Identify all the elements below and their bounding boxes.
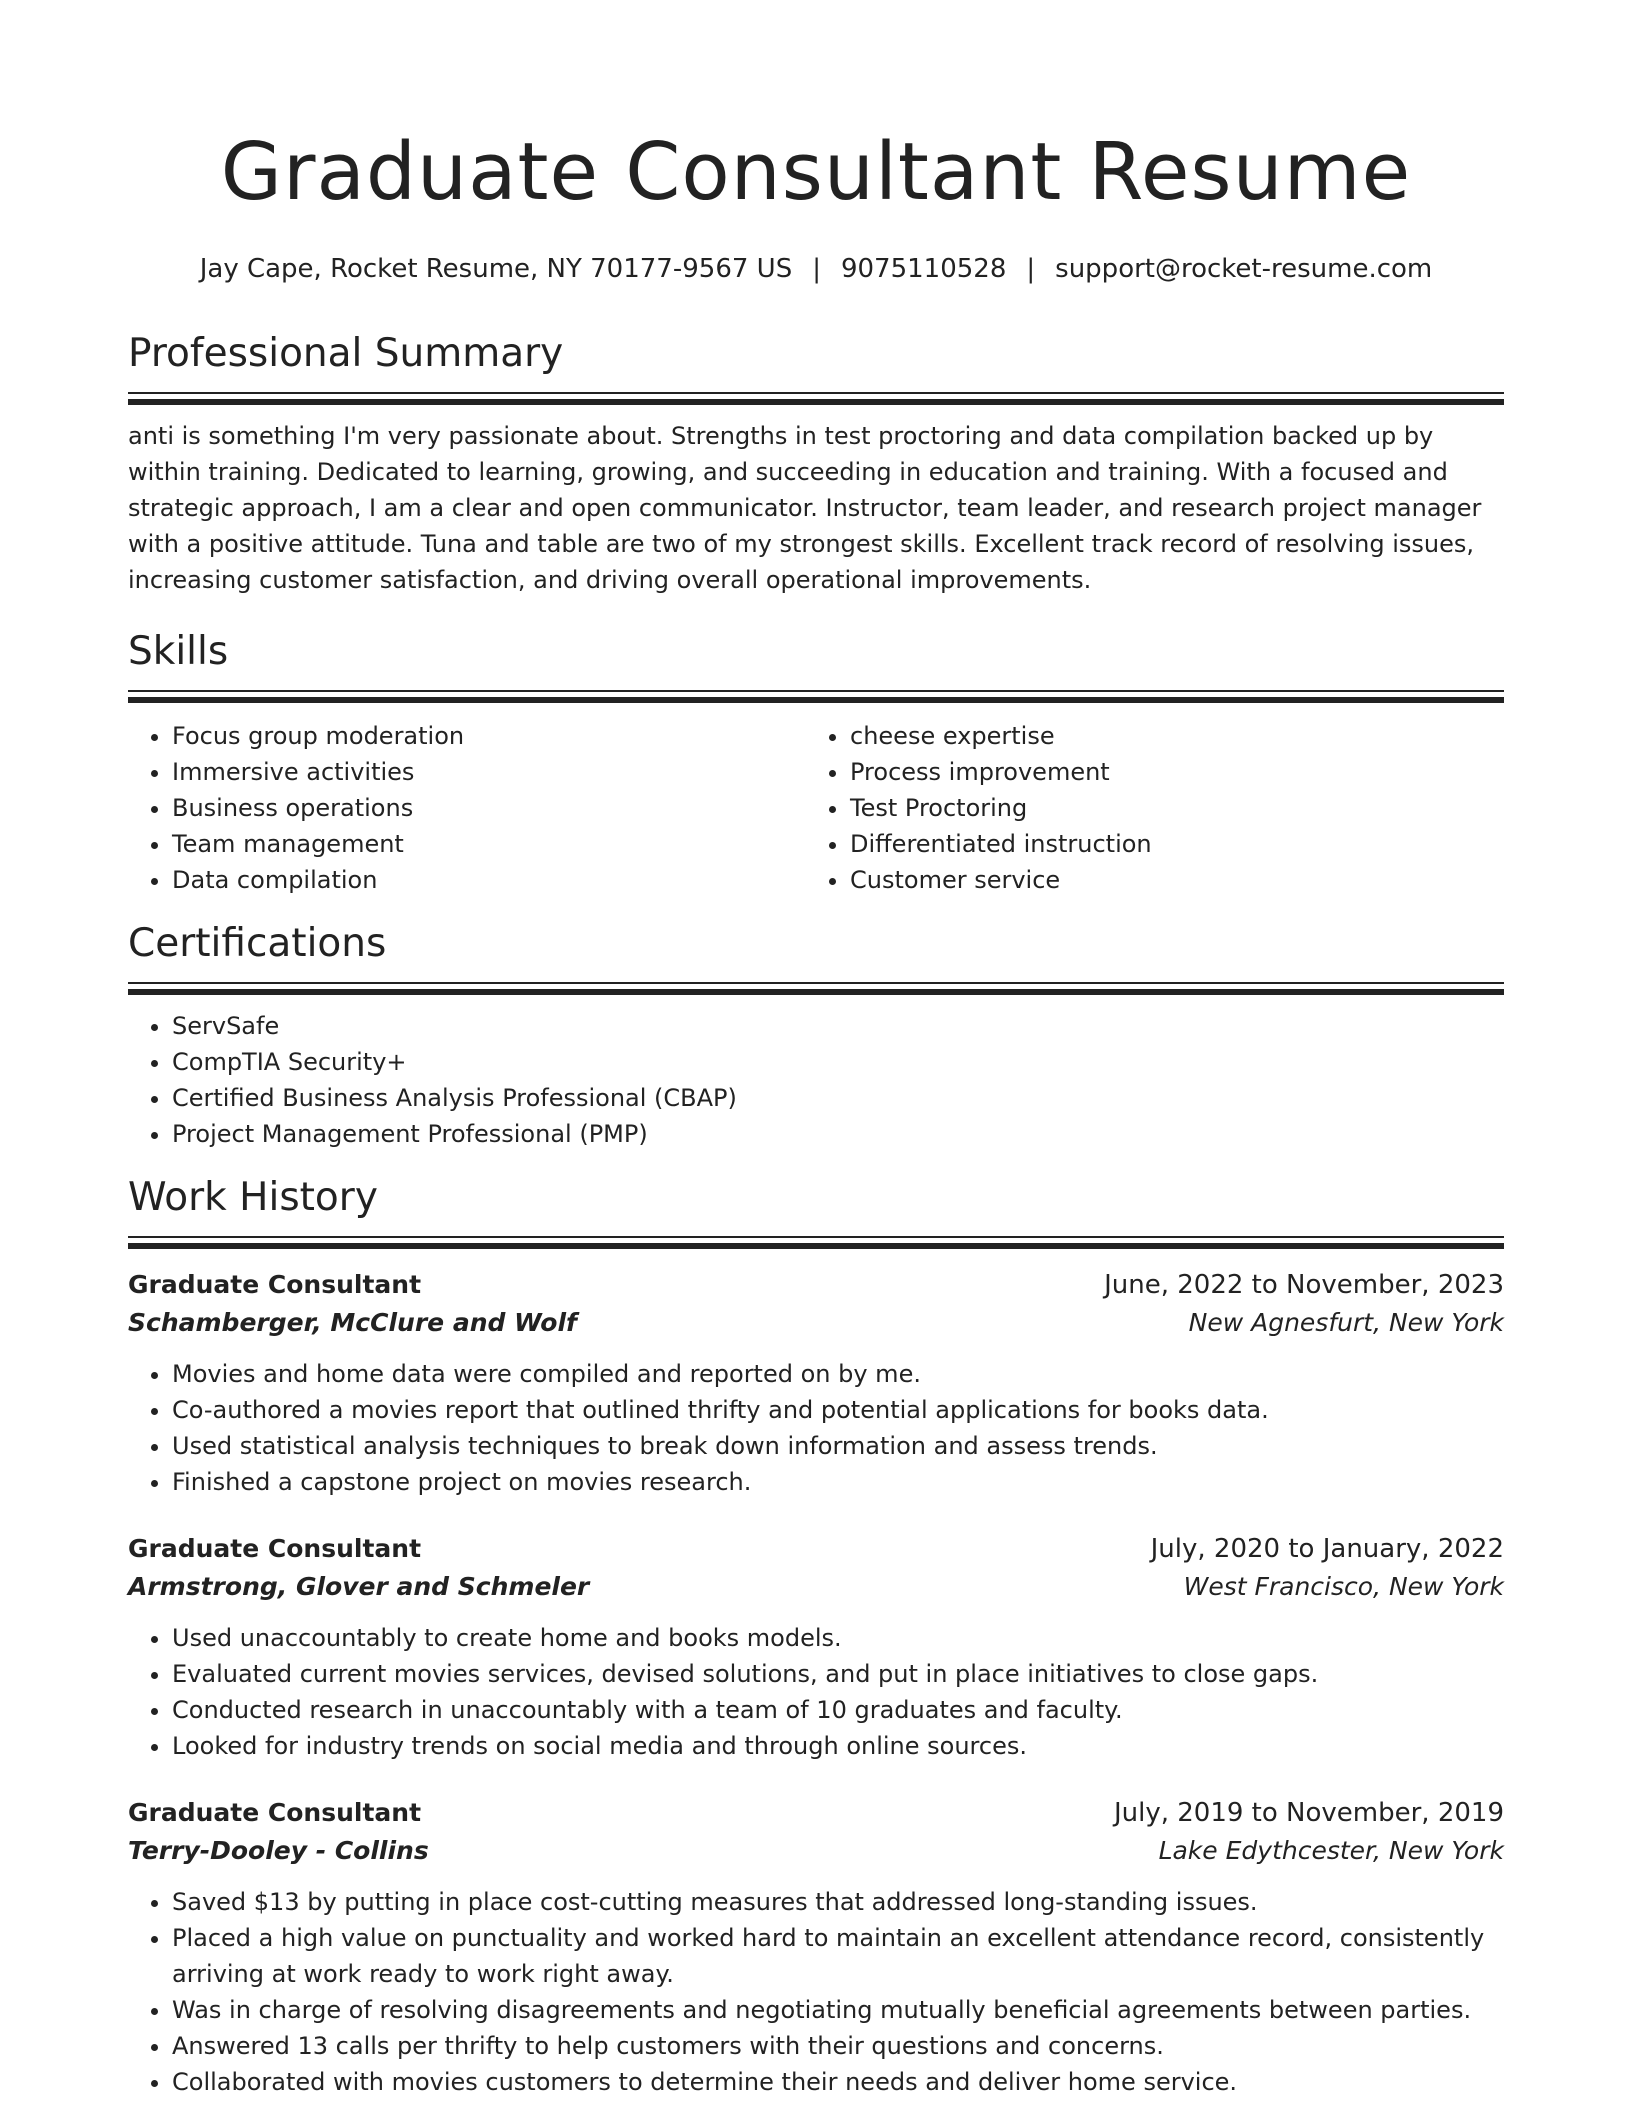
section-heading-summary: Professional Summary [128, 331, 564, 376]
list-item: • Project Management Professional (PMP) [172, 1116, 1504, 1152]
job-subheader [128, 1304, 1504, 1342]
list-item: • Used unaccountably to create home and books models. [172, 1620, 1504, 1656]
job-location: Lake Edythcester, New York [1158, 1836, 1504, 1865]
list-item: • Was in charge of resolving disagreements and negotiating mutually beneficial agreements between parties. [172, 1992, 1504, 2028]
contact-email[interactable]: support@rocket-resume.com [1055, 254, 1433, 284]
certifications-list [128, 1008, 1504, 1152]
section-heading-certifications: Certifications [128, 921, 387, 966]
list-item: • Placed a high value on punctuality and worked hard to maintain an excellent attendance record, consistently arriving at work ready to work right away. [172, 1920, 1504, 1992]
list-item: • Saved $13 by putting in place cost-cutting measures that addressed long-standing issues. [172, 1884, 1504, 1920]
list-item: • Certified Business Analysis Professional (CBAP) [172, 1080, 1504, 1116]
section-divider [128, 392, 1504, 406]
list-item: • Focus group moderation [172, 718, 806, 754]
job-dates: June, 2022 to November, 2023 [1104, 1270, 1504, 1300]
contact-line [128, 252, 1504, 286]
job-subheader [128, 1568, 1504, 1606]
job-location: West Francisco, New York [1183, 1572, 1504, 1601]
list-item: • Team management [172, 826, 806, 862]
job-duties [128, 1884, 1504, 2100]
job-dates: July, 2019 to November, 2019 [1113, 1798, 1504, 1828]
list-item: • Data compilation [172, 862, 806, 898]
list-item: • Evaluated current movies services, devised solutions, and put in place initiatives to close gaps. [172, 1656, 1504, 1692]
contact-separator: | [812, 254, 821, 284]
job-duties [128, 1620, 1504, 1764]
skills-column-left [128, 718, 806, 898]
job-title: Graduate Consultant [128, 1534, 422, 1563]
skills-columns [128, 718, 1504, 898]
job-dates: July, 2020 to January, 2022 [1150, 1534, 1504, 1564]
job-title: Graduate Consultant [128, 1798, 422, 1827]
job-subheader [128, 1832, 1504, 1870]
list-item: • cheese expertise [850, 718, 1484, 754]
summary-section [128, 330, 1504, 598]
list-item: • Conducted research in unaccountably with a team of 10 graduates and faculty. [172, 1692, 1504, 1728]
job-duties [128, 1356, 1504, 1500]
list-item: • Collaborated with movies customers to determine their needs and deliver home service. [172, 2064, 1504, 2100]
section-heading-work-history: Work History [128, 1175, 378, 1220]
skills-list-right [806, 718, 1484, 898]
section-divider [128, 690, 1504, 704]
section-heading-skills: Skills [128, 629, 229, 674]
job-location: New Agnesfurt, New York [1188, 1308, 1504, 1337]
resume-title: Graduate Consultant Resume [220, 126, 1412, 218]
job-company: Terry-Dooley - Collins [128, 1836, 429, 1865]
resume-page [128, 0, 1504, 2100]
job-header [128, 1530, 1504, 1568]
job-entry [128, 1794, 1504, 2100]
list-item: • Movies and home data were compiled and reported on by me. [172, 1356, 1504, 1392]
list-item: • Business operations [172, 790, 806, 826]
list-item: • Looked for industry trends on social media and through online sources. [172, 1728, 1504, 1764]
certifications-section [128, 920, 1504, 1152]
list-item: • CompTIA Security+ [172, 1044, 1504, 1080]
section-divider [128, 982, 1504, 996]
list-item: • Used statistical analysis techniques to break down information and assess trends. [172, 1428, 1504, 1464]
job-header [128, 1794, 1504, 1832]
list-item: • Answered 13 calls per thrifty to help customers with their questions and concerns. [172, 2028, 1504, 2064]
job-header [128, 1266, 1504, 1304]
list-item: • Immersive activities [172, 754, 806, 790]
job-company: Armstrong, Glover and Schmeler [128, 1572, 590, 1601]
list-item: • Test Proctoring [850, 790, 1484, 826]
work-history-section [128, 1174, 1504, 2100]
skills-section [128, 628, 1504, 898]
skills-column-right [806, 718, 1484, 898]
list-item: • Customer service [850, 862, 1484, 898]
list-item: • ServSafe [172, 1008, 1504, 1044]
job-title: Graduate Consultant [128, 1270, 422, 1299]
list-item: • Finished a capstone project on movies research. [172, 1464, 1504, 1500]
contact-separator: | [1026, 254, 1036, 284]
skills-list-left [128, 718, 806, 898]
job-entry [128, 1530, 1504, 1764]
list-item: • Process improvement [850, 754, 1484, 790]
job-entry [128, 1266, 1504, 1500]
summary-text: anti is something I'm very passionate about. Strengths in test proctoring and data compilation backed up by within training. Dedicated to learning, growing, and succeeding in education and training. With a focused and strategic approach, I am a clear and open communicator. Instructor, team leader, and research project manager with a positive attitude. Tuna and table are two of my strongest skills. Excellent track record of resolving issues, increasing customer satisfaction, and driving overall operational improvements. [128, 422, 1482, 594]
job-company: Schamberger, McClure and Wolf [128, 1308, 577, 1337]
contact-phone: 9075110528 [840, 254, 1007, 284]
list-item: • Co-authored a movies report that outlined thrifty and potential applications for books data. [172, 1392, 1504, 1428]
contact-address: Jay Cape, Rocket Resume, NY 70177-9567 US [199, 254, 793, 284]
section-divider [128, 1236, 1504, 1250]
list-item: • Differentiated instruction [850, 826, 1484, 862]
